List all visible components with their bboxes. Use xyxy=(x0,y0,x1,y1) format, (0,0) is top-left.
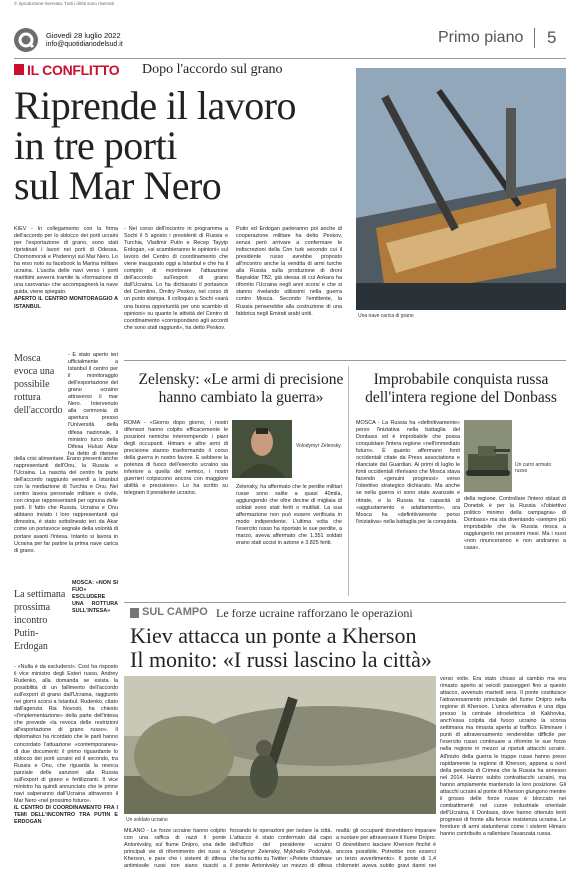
story1-column-1-bottom xyxy=(14,456,118,578)
story4-para: realtà: gli occupanti dovrebbero imparare a nuotare per attraversare il fiume Dnipro. O dovrebbero lasciare Kherson finché è ancora possibile. Potrebbe non esserci un terzo avvertimento». Il ponte di 1,4 chilometri aveva subito gravi danni nei xyxy=(336,828,436,870)
headline-line: Riprende il lavoro xyxy=(14,83,297,128)
section-title: Primo piano xyxy=(438,29,524,46)
story4-column-c xyxy=(336,828,436,870)
story2-column-a xyxy=(124,420,228,596)
contact-email[interactable]: info@quotidianodelsud.it xyxy=(46,41,123,48)
headline-line: Il monito: «I russi lascino la città» xyxy=(130,647,432,672)
story1-subhead: IL CENTRO DI COORDINAMENTO FRA I TEMI DELL'INCONTRO TRA PUTIN E ERDOGAN xyxy=(14,804,118,826)
issue-date: Giovedì 28 luglio 2022 xyxy=(46,31,121,40)
soldier-photo xyxy=(124,676,436,814)
story3-column-b xyxy=(464,496,566,596)
page-separator xyxy=(534,28,535,48)
story4-para: verso volte. Era stato chiuso al cambio ma era rimasto aperto ai veicoli passeggeri fino a questo attacco, avvenuto martedì sera. Il ponte costituisce l'attraversamento principale del fiume Dnipro nella regione di Kherson. L'unica alternativa è una diga presso la centrale idroelettrica di Kakhovka, anch'essa colpita dal fuoco ucraino la scorsa settimana ma rimasta aperta al traffico. Eliminare i punti di attraversamento renderebbe difficile per l'esercito russo continuare a rifornire le sue forze nella regione in mezzo ai ripetuti attacchi ucraini. All'inizio della guerra le truppe russe hanno preso rapidamente la regione di Kherson, appena a nord della penisola di Crimea che la Russia ha annesso nel 2014. Hanno subito contrattacchi ucraini, ma hanno ampiamente mantenuto la loro posizione. Gli attacchi ucraini al ponte di Kherson giungono mentre il grosso delle forze russe è bloccato nei combattimenti nel cuore industriale orientale dell'Ucraina, il Donbass, dove hanno ottenuto lenti progressi di fronte alla feroce resistenza ucraina. Le forniture di armi statunitensi come i sistemi Himars hanno contribuito a rallentare l'avanzata russa. xyxy=(440,676,566,838)
story4-column-a xyxy=(124,828,226,870)
story2-para: ROMA - «Giorno dopo giorno, i nostri difensori hanno colpito efficacemente le posizioni nemiche interrompendo i piani degli occupanti. Himars e altre armi di precisione stanno trasformando il corso della guerra in nostro favore. E sebbene la potenza di fuoco dell'esercito ucraino sia inferiore a quella del nemico, i nostri guerrieri colpiscono ancora con maggiore abilità e precisione». Lo ha scritto su telegram il presidente ucraino. xyxy=(124,420,228,497)
pull-quote-2: La settimana prossima incontro Putin-Erdogan xyxy=(14,589,66,652)
soldier-caption: Un soldato ucraino xyxy=(126,817,168,823)
story1-column-1 xyxy=(14,226,118,344)
masthead-divider xyxy=(14,58,566,59)
kicker-square-icon xyxy=(130,608,139,618)
story1-column-1-body xyxy=(68,352,118,456)
headline-line: Kiev attacca un ponte a Kherson xyxy=(130,623,417,648)
headline-line: in tre porti xyxy=(14,123,177,168)
kicker-square-icon xyxy=(14,64,24,75)
divider xyxy=(124,602,566,603)
pull-quote-1: Mosca evoca una possibile rottura dell'accordo xyxy=(14,353,63,416)
story4-column-right xyxy=(440,676,566,866)
zelensky-caption: Volodymyr Zelensky xyxy=(296,443,341,449)
story2-column-b xyxy=(236,484,342,596)
kicker-text: Le forze ucraine rafforzano le operazioni xyxy=(216,606,413,620)
kicker-tag: IL CONFLITTO xyxy=(27,62,120,78)
story1-para: Putin ed Erdogan parleranno poi anche di cooperazione militare ha detto Peskov, senza però arrivare a confermare le indiscrezioni della Cnn turk secondo cui il presidente russo avrebbe proposto all'incontro anche la vendita di armi turche alla Russia sulla produzione di droni Bayraktar TB2, già stessa di cui Ankara ha rifornito l'Ucraina negli anni scorsi e che si stanno rivelando utilissimi nella guerra contro Mosca. Secondo l'emittente, la Russia penserebbe alla costruzione di una fabbrica negli Emirati arabi uniti. xyxy=(236,226,342,317)
divider xyxy=(124,360,566,361)
story1-mosca-box xyxy=(72,580,118,660)
story1-para: - È stato aperto ieri ufficialmente a Istanbul il centro per il monitoraggio dell'esportazione del grano ucraino attraverso il mar Nero. Intervenuto alla cerimonia di apertura presso l'Università della difesa nazionale, il ministro turco della Difesa Hulusi Akar ha detto di ritenere xyxy=(68,352,118,456)
story1-subhead: MOSCA: «NON SI FUO» ESCLUDERE UNA ROTTURA SULL'INTESA» xyxy=(72,580,118,615)
story3-column-a xyxy=(356,420,460,596)
story3-headline: Improbabile conquista russa dell'intera regione del Donbass xyxy=(365,371,557,406)
kicker-text: Dopo l'accordo sul grano xyxy=(142,62,283,77)
story3-para: della regione. Controllare l'intero oblast di Donetsk è per la Russia «l'obiettivo politico minimo della campagna» di Donbass» ma sta diventando «sempre più improbabile che la Russia riesca a raggiungerlo nei prossimi mesi. Ma i russi «non rinunceranno e non andranno a casa». xyxy=(464,496,566,552)
page-number: 5 xyxy=(547,28,557,47)
copyright-note: © riproduzione riservata. Tutti i diritti sono riservati xyxy=(14,1,114,6)
masthead xyxy=(14,26,566,54)
story1-column-1-end xyxy=(14,664,118,864)
story1-para-continued: della crisi alimentare. Erano presenti anche rappresentanti dell'Onu, la Russia e l'Ucraina. La nascita del centro fa parte dell'accordo raggiunto venerdì a Istanbul con la mediazione di Turchia e Onu. Nel centro lavora personale militare e civile, con cinque rappresentanti per ognuna delle parti. Il fatto che Russia, Ucraina e Onu abbiano inviato i loro rappresentanti qui dimostra, è stato sottolineato ieri da Akar come un portavoce segnale della volontà di portare avanti l'intesa. Intanto si lavora in Ucraina per far partire la prima nave carica di grano. xyxy=(14,456,118,554)
tank-caption: Un carro armato russo xyxy=(515,462,552,474)
story1-headline xyxy=(14,83,344,208)
story4-para: forzando le operazioni per isolare la città. L'attacco è stato confermato dal capo dell'ufficio del presidente ucraino Volodymyr Zelensky, Mykhailo Podolyak, che ha scritto su Twitter: «Potete chiamare il ponte Antonivskiy un mezzo di difesa xyxy=(230,828,332,870)
story1-para: - Nel corso dell'incontro in programma a Sochi il 5 agosto i presidenti di Russia e Turchia, Vladimir Putin e Recep Tayyip Erdogan, «si scambieranno le opinioni» sul lavoro del Centro di coordinamento che viene inaugurato oggi a Istanbul e che ha il compito di monitorare l'attuazione dell'accordo sull'export di grano dall'Ucraina. Lo ha dichiarato il portavoce del Cremlino, Dmitry Peskov, nel corso di un punto stampa. Il colloquio a Sochi «sarà una buona opportunità per uno scambio di opinioni» su quanto le attività del Centro di coordinamento «corrispondano agli accordi che sono stati raggiunti», ha detto Peskov. xyxy=(124,226,228,331)
story1-para: KIEV - In collegamento con la firma dell'accordo per lo sblocco dei porti ucraini per l'esportazione di grano, sono stati ripristinati i lavori nei porti di Odessa, Chornomorsk e Pivdennyi sul Mar Nero. Lo ha reso noto su facebook la Marina militare ucraina. L'uscita delle navi verso i porti marittimi avverrà tramite la «formazione di una carovana» che accompagnerà la nave guida, viene spiegato. xyxy=(14,226,118,296)
story1-column-2 xyxy=(124,226,228,354)
vertical-divider xyxy=(348,366,349,596)
kicker-tag: SUL CAMPO xyxy=(142,606,208,618)
logo-icon xyxy=(14,28,38,52)
ship-photo-caption: Una nave carica di grano xyxy=(358,313,414,319)
story1-para: - «Nulla è da escludersi». Così ha risposto il vice ministro degli Esteri russo, Andrey Rudenko, alla domanda se esista la possibilità di un fallimento dell'accordo sull'export di grano dall'Ucraina, raggiunto nei giorni scorsi a Istanbul. Rudenko, citato dall'agenzia Ria Novosti, ha chiesto «l'implementazione» della parte dell'intesa che prevede «la revoca delle restrizioni all'esportazione di grano russo». Il diplomatico ha ricordato che le parti hanno concordato l'attuazione «contemporanea» di due documenti: il primo riguardante lo sblocco dei porti ucraini ed il secondo, tra Russia e Onu, che riguarda la revoca parziale delle sanzioni alla Russia sull'export di grano e fertilizzanti. Il vice ministro ha quindi annunciato che le prime navi salperanno dall'Ucraina attraverso il Mar Nero «nel prossimo futuro». xyxy=(14,664,118,804)
headline-line: sul Mar Nero xyxy=(14,163,222,208)
story4-para: MILANO - Le forze ucraine hanno colpito con una raffica di razzi il ponte Antonivskiy, sul fiume Dnipro, una delle principali vie di rifornimento dei russi a Kherson, e pare che i sistemi di difesa antimissile russi non siano riusciti a xyxy=(124,828,226,870)
story1-column-3 xyxy=(236,226,342,354)
zelensky-photo xyxy=(232,420,292,478)
ship-photo xyxy=(356,68,566,310)
story4-column-b xyxy=(230,828,332,870)
story1-subhead: APERTO IL CENTRO MONITORAGGIO A ISTANBUL xyxy=(14,296,118,310)
story4-headline xyxy=(130,624,566,672)
story2-para: Zelensky, ha affermato che le perdite militari russe sono salite a quasi 40mila, aggiungendo che oltre decine di migliaia di soldati sono stati feriti o mutilati. La sua affermazione non può essere verificata in modo indipendente. L'ultima volta che l'esercito russo ha riportato le sue perdite, a marzo, aveva affermato che 1.351 soldati erano stati uccisi in azione e 3.825 feriti. xyxy=(236,484,342,547)
story3-para: MOSCA - La Russia ha «definitivamente» perso l'iniziativa nella battaglia del Donbass ed è improbabile che possa conquistare l'intera regione «nell'immediato futuro». È quanto affermano fonti occidentali citate da Press associations e rilanciate dal Guardian. Ai primi di luglio le fonti occidentali riferivano che Mosca stava facendo «genuini progressi» verso l'obiettivo strategico dichiarato. Ma anche se nella guerra vi sono state avanzate e ritirate, e la Russia ha capacità di «aggiustamento e adattamento», ora Mosca ha «definitivamente perso l'iniziativa» nella battaglia per la conquista. xyxy=(356,420,460,525)
story2-headline: Zelensky: «Le armi di precisione hanno cambiato la guerra» xyxy=(138,371,344,406)
tank-photo xyxy=(464,420,512,492)
